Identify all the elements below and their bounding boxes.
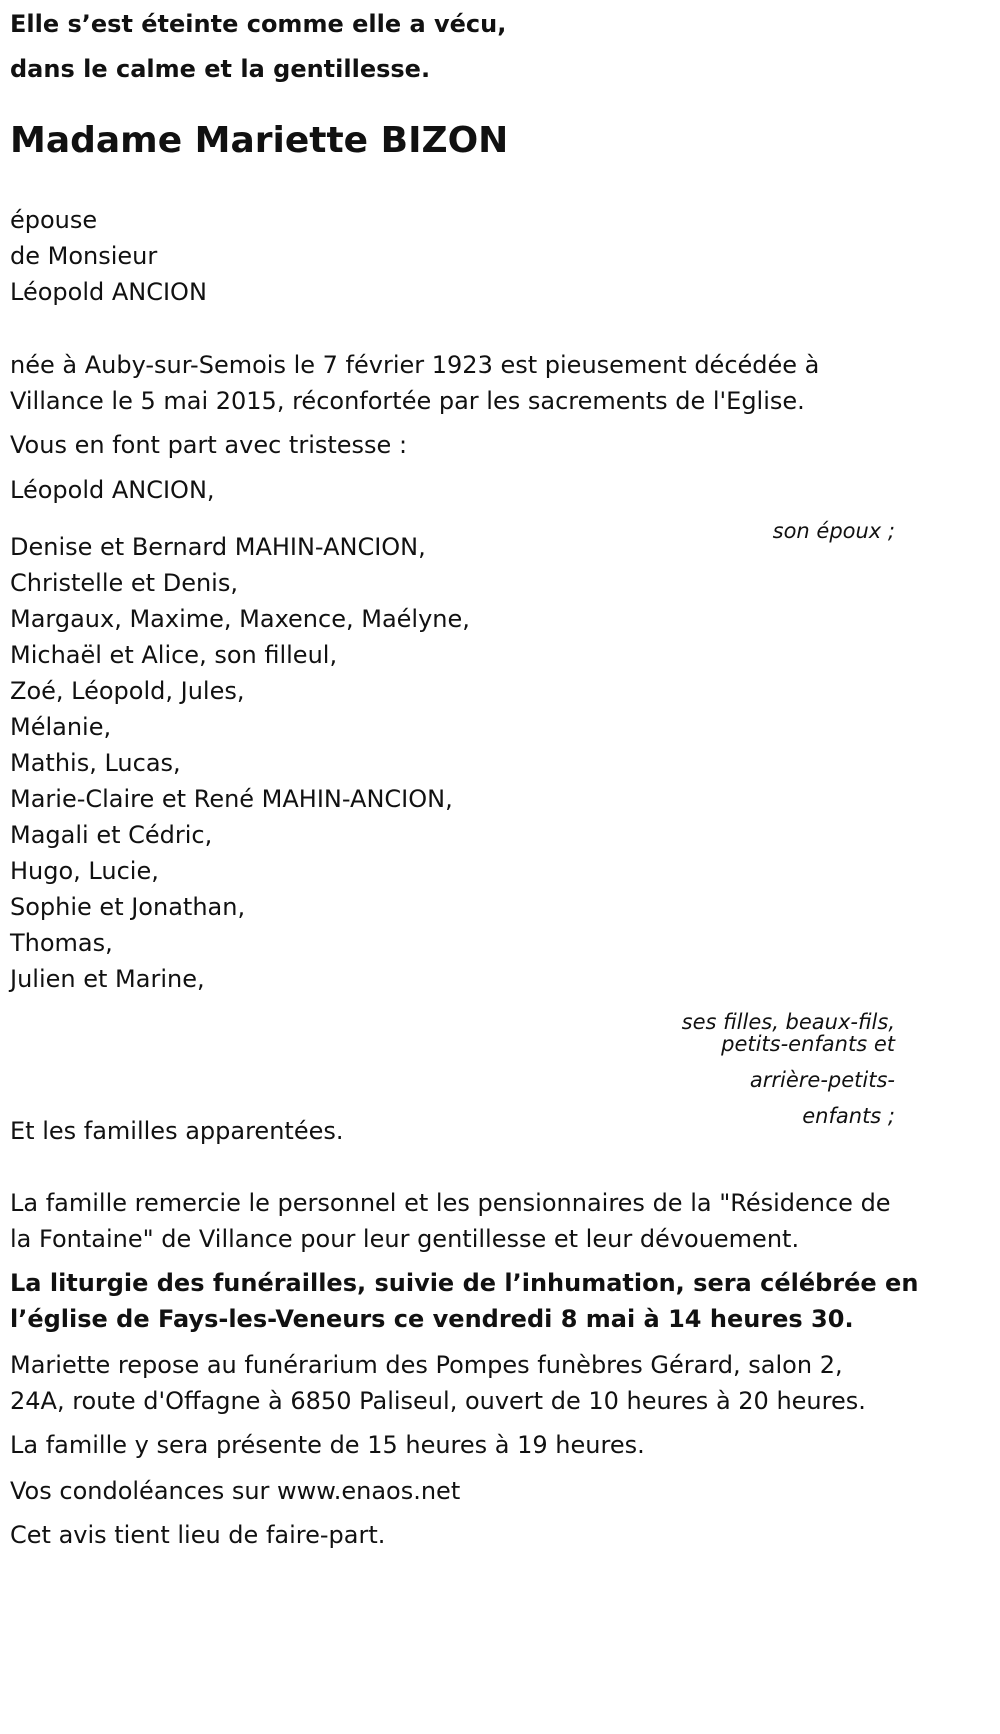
spouse-line: Léopold ANCION <box>10 278 207 306</box>
spouse-line: épouse <box>10 206 98 234</box>
closing-note: Cet avis tient lieu de faire-part. <box>10 1521 386 1549</box>
family-member: Sophie et Jonathan, <box>10 893 246 921</box>
epigraph-line: Elle s’est éteinte comme elle a vécu, <box>10 10 507 38</box>
family-relation: enfants ; <box>802 1104 895 1128</box>
family-member: Thomas, <box>10 929 113 957</box>
family-member: Margaux, Maxime, Maxence, Maélyne, <box>10 605 470 633</box>
family-member: Mathis, Lucas, <box>10 749 181 777</box>
family-relation: arrière-petits- <box>749 1068 895 1092</box>
related-families: Et les familles apparentées. <box>10 1117 344 1145</box>
family-relation: petits-enfants et <box>721 1032 895 1056</box>
family-member: Magali et Cédric, <box>10 821 213 849</box>
birth-death-line: Villance le 5 mai 2015, réconfortée par les sacrements de l'Eglise. <box>10 387 805 415</box>
epigraph-line: dans le calme et la gentillesse. <box>10 55 431 83</box>
announcement: Vous en font part avec tristesse : <box>10 431 408 459</box>
repose-line: 24A, route d'Offagne à 6850 Paliseul, ouvert de 10 heures à 20 heures. <box>10 1387 866 1415</box>
thanks-line: La famille remercie le personnel et les pensionnaires de la "Résidence de <box>10 1189 891 1217</box>
family-member: Zoé, Léopold, Jules, <box>10 677 245 705</box>
condolences: Vos condoléances sur www.enaos.net <box>10 1477 461 1505</box>
husband-relation: son époux ; <box>772 519 895 543</box>
family-member: Mélanie, <box>10 713 112 741</box>
repose-line: Mariette repose au funérarium des Pompes funèbres Gérard, salon 2, <box>10 1351 843 1379</box>
family-member: Julien et Marine, <box>10 965 205 993</box>
funeral-line: La liturgie des funérailles, suivie de l’inhumation, sera célébrée en <box>10 1269 919 1297</box>
deceased-name: Madame Mariette BIZON <box>10 120 509 161</box>
family-member: Michaël et Alice, son filleul, <box>10 641 338 669</box>
funeral-line: l’église de Fays-les-Veneurs ce vendredi 8 mai à 14 heures 30. <box>10 1305 854 1333</box>
thanks-line: la Fontaine" de Villance pour leur gentillesse et leur dévouement. <box>10 1225 800 1253</box>
family-presence: La famille y sera présente de 15 heures à 19 heures. <box>10 1431 645 1459</box>
family-member: Denise et Bernard MAHIN-ANCION, <box>10 533 426 561</box>
spouse-line: de Monsieur <box>10 242 158 270</box>
family-member: Hugo, Lucie, <box>10 857 159 885</box>
family-relation: ses filles, beaux-fils, <box>681 1010 895 1034</box>
husband-name: Léopold ANCION, <box>10 476 215 504</box>
birth-death-line: née à Auby-sur-Semois le 7 février 1923 est pieusement décédée à <box>10 351 820 379</box>
family-member: Christelle et Denis, <box>10 569 238 597</box>
family-member: Marie-Claire et René MAHIN-ANCION, <box>10 785 453 813</box>
